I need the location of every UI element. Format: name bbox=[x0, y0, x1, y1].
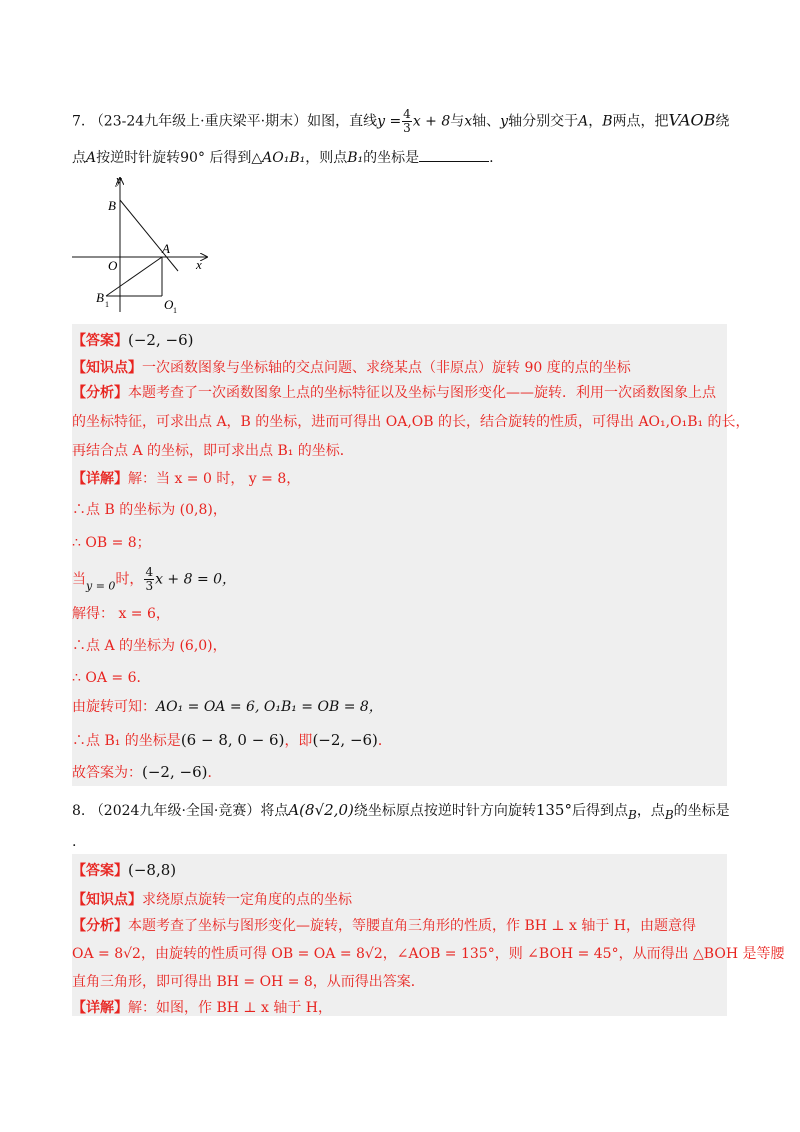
problem7-text: 与 bbox=[450, 113, 465, 130]
punct: ． bbox=[377, 733, 392, 749]
label-A: A bbox=[162, 241, 170, 256]
label-O1: O bbox=[164, 297, 174, 312]
analysis-text: 本题考查了一次函数图象上点的坐标特征以及坐标与图形变化——旋转．利用一次函数图象上点 bbox=[128, 385, 716, 401]
problem7-answer-row bbox=[72, 330, 193, 351]
fraction-numerator: 4 bbox=[403, 107, 411, 121]
knowledge-text: 求绕原点旋转一定角度的点的坐标 bbox=[142, 892, 352, 908]
knowledge-text: 一次函数图象与坐标轴的交点问题、求绕某点（非原点）旋转 90 度的点的坐标 bbox=[142, 360, 631, 376]
detail-text: 由旋转可知： bbox=[72, 699, 156, 715]
problem7-text: 的坐标是 bbox=[363, 150, 420, 166]
detail-text: ∴点 A 的坐标为 (6,0)， bbox=[72, 638, 227, 654]
label-B1: B bbox=[96, 290, 104, 305]
problem8-number: 8. bbox=[72, 803, 86, 819]
math-var: A bbox=[578, 113, 589, 130]
problem8-knowledge-row bbox=[72, 890, 352, 910]
math-expr: y = 0 bbox=[86, 579, 116, 593]
math-var: B bbox=[627, 808, 637, 822]
detail-text: ，即 bbox=[284, 733, 313, 749]
problem7-number: 7. bbox=[72, 113, 86, 130]
math-expr: x + 8 = 0， bbox=[155, 571, 237, 588]
math-expr: (−2, −6) bbox=[142, 763, 208, 781]
analysis-text: 的坐标特征，可求出点 A，B 的坐标，进而可得出 OA,OB 的长，结合旋转的性质，可得出 AO₁,O₁B₁ 的长， bbox=[72, 414, 750, 430]
detail-text: 故答案为： bbox=[72, 765, 142, 781]
math-expr: A(8√2,0) bbox=[288, 801, 354, 819]
problem7-text: 两点，把 bbox=[612, 113, 669, 130]
answer-value: (−8,8) bbox=[128, 861, 177, 879]
analysis-text: OA = 8√2，由旋转的性质可得 OB = OA = 8√2，∠AOB = 135°，则 ∠BOH = 45°，从而得出 △BOH 是等腰 bbox=[72, 946, 785, 962]
math-expr: x + 8 bbox=[412, 113, 451, 130]
label-y: y bbox=[116, 172, 122, 187]
problem8-line1 bbox=[72, 800, 730, 825]
problem7-text: ，则点 bbox=[305, 150, 348, 166]
fraction-numerator: 4 bbox=[145, 565, 154, 579]
math-var: B bbox=[664, 808, 674, 822]
detail-tag: 【详解】 bbox=[72, 471, 128, 487]
problem8-text: 将点 bbox=[260, 803, 289, 819]
problem8-analysis-row1 bbox=[72, 916, 696, 936]
problem7-text: 轴分别交于 bbox=[508, 113, 579, 130]
detail-tag: 【详解】 bbox=[72, 1000, 128, 1016]
coordinate-figure bbox=[72, 172, 212, 317]
math-expr: y = bbox=[377, 113, 402, 130]
math-expr: 135° bbox=[535, 801, 572, 819]
answer-blank bbox=[419, 149, 489, 162]
label-O: O bbox=[108, 258, 118, 273]
detail-text: 解得： x = 6， bbox=[72, 606, 170, 622]
math-var: B bbox=[602, 113, 613, 130]
math-var: x bbox=[464, 113, 473, 130]
detail-text: 解：如图，作 BH ⊥ x 轴于 H， bbox=[128, 1000, 333, 1016]
answer-tag: 【答案】 bbox=[72, 863, 128, 879]
math-var: B₁ bbox=[347, 150, 364, 166]
label-x: x bbox=[196, 257, 202, 272]
detail-text: ∴ OB = 8； bbox=[72, 535, 151, 551]
analysis-text: 直角三角形，即可得出 BH = OH = 8，从而得出答案． bbox=[72, 974, 425, 990]
problem7-analysis-row1 bbox=[72, 383, 716, 403]
detail-text: 当 bbox=[72, 571, 86, 588]
punct: ， bbox=[588, 113, 603, 130]
knowledge-tag: 【知识点】 bbox=[72, 892, 142, 908]
detail-text: ∴ OA = 6． bbox=[72, 670, 151, 686]
problem7-line1 bbox=[72, 108, 729, 135]
problem8-text: 的坐标是 bbox=[673, 803, 730, 819]
math-expr: (6 − 8, 0 − 6) bbox=[180, 731, 285, 749]
detail-text: 时， bbox=[115, 571, 144, 588]
punct: . bbox=[489, 150, 494, 166]
problem7-knowledge-row bbox=[72, 358, 631, 378]
label-B1-sub: 1 bbox=[105, 300, 109, 309]
fraction-denominator: 3 bbox=[145, 579, 154, 593]
math-expr: AO₁ = OA = 6, O₁B₁ = OB = 8， bbox=[156, 699, 383, 715]
problem7-text: 点 bbox=[72, 150, 86, 166]
label-B: B bbox=[108, 198, 116, 213]
detail-row bbox=[72, 697, 383, 717]
detail-text: ∴点 B 的坐标为 (0,8)， bbox=[72, 502, 227, 518]
problem7-line2 bbox=[72, 148, 494, 168]
line-AB bbox=[120, 200, 178, 271]
detail-row bbox=[72, 998, 332, 1018]
problem8-answer-row bbox=[72, 860, 176, 881]
fraction bbox=[402, 108, 412, 135]
analysis-tag: 【分析】 bbox=[72, 385, 128, 401]
problem8-source: （2024九年级·全国·竞赛） bbox=[89, 803, 261, 819]
detail-row bbox=[72, 469, 300, 489]
problem7-text: 按逆时针旋转90° 后得到 bbox=[96, 150, 252, 166]
math-expr: (−2, −6) bbox=[312, 731, 378, 749]
problem7-source: （23-24九年级上·重庆梁平·期末） bbox=[89, 113, 308, 130]
knowledge-tag: 【知识点】 bbox=[72, 360, 142, 376]
fraction bbox=[144, 566, 154, 593]
punct: . bbox=[72, 834, 77, 850]
label-O1-sub: 1 bbox=[173, 306, 177, 315]
problem7-text: 轴、 bbox=[472, 113, 501, 130]
answer-value: (−2, −6) bbox=[128, 331, 194, 349]
fraction-denominator: 3 bbox=[403, 121, 411, 135]
analysis-tag: 【分析】 bbox=[72, 918, 128, 934]
problem8-text: 绕坐标原点按逆时针方向旋转 bbox=[353, 803, 536, 819]
math-expr: VAOB bbox=[668, 110, 716, 130]
punct: ． bbox=[207, 765, 222, 781]
problem8-text: 后得到点 bbox=[571, 803, 628, 819]
math-expr: △AO₁B₁ bbox=[251, 150, 306, 166]
detail-row bbox=[72, 762, 221, 783]
detail-row bbox=[72, 566, 236, 597]
answer-tag: 【答案】 bbox=[72, 333, 128, 349]
problem7-text: 绕 bbox=[715, 113, 730, 130]
problem8-text: ，点 bbox=[636, 803, 665, 819]
math-var: y bbox=[500, 113, 509, 130]
math-var: A bbox=[86, 150, 97, 166]
detail-text: 解：当 x = 0 时， y = 8， bbox=[128, 471, 301, 487]
analysis-text: 再结合点 A 的坐标，即可求出点 B₁ 的坐标． bbox=[72, 443, 354, 459]
analysis-text: 本题考查了坐标与图形变化—旋转，等腰直角三角形的性质，作 BH ⊥ x 轴于 H，由题意得 bbox=[128, 918, 697, 934]
detail-text: ∴点 B₁ 的坐标是 bbox=[72, 733, 181, 749]
problem7-text: 如图，直线 bbox=[307, 113, 378, 130]
detail-row bbox=[72, 730, 392, 751]
